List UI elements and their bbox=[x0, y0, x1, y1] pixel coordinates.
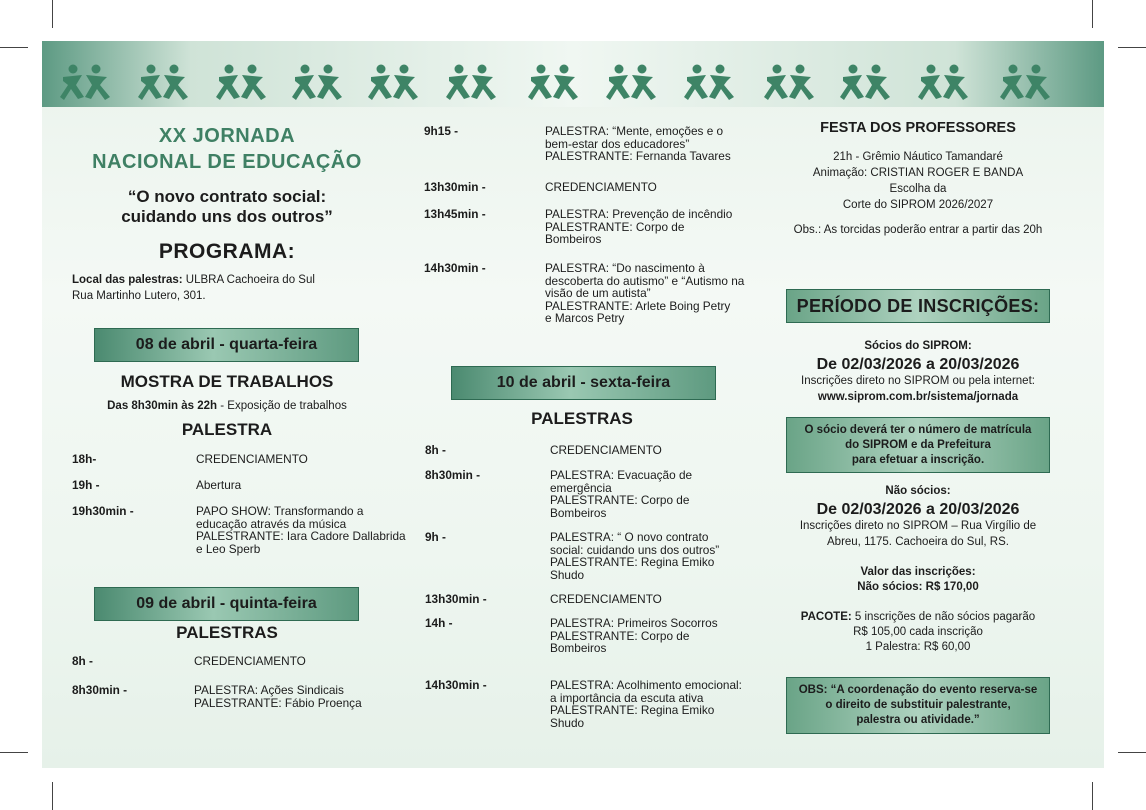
schedule-line: PALESTRA: Acolhimento emocional: bbox=[550, 678, 742, 692]
schedule-time: 8h - bbox=[72, 654, 93, 668]
event-title-line2: NACIONAL DE EDUCAÇÃO bbox=[92, 151, 362, 173]
schedule-time: 13h45min - bbox=[424, 207, 486, 221]
schedule-description bbox=[545, 181, 755, 194]
schedule-line: PALESTRANTE: Fábio Proença bbox=[194, 695, 362, 710]
day2-subheading: PALESTRAS bbox=[176, 623, 278, 642]
day1-subheading: PALESTRA bbox=[181, 420, 273, 439]
schedule-line: CREDENCIAMENTO bbox=[550, 443, 662, 457]
schedule-line: Shudo bbox=[550, 567, 585, 582]
event-title bbox=[42, 123, 412, 175]
teachers-party bbox=[752, 121, 1084, 238]
schedule-line: descoberta do autismo” e “Autismo na bbox=[545, 273, 745, 288]
obs-box bbox=[786, 677, 1050, 734]
schedule-line: PALESTRA: Primeiros Socorros bbox=[550, 616, 718, 630]
location bbox=[72, 273, 392, 304]
schedule-line: PALESTRA: “Mente, emoções e o bbox=[545, 124, 724, 138]
schedule-line: PALESTRANTE: Iara Cadore Dallabrida bbox=[196, 529, 406, 543]
schedule-time: 13h30min - bbox=[424, 180, 486, 194]
package-line3: 1 Palestra: R$ 60,00 bbox=[865, 641, 971, 653]
members-note-line3: para efetuar a inscrição. bbox=[851, 454, 985, 466]
schedule-line: e Marcos Petry bbox=[545, 311, 625, 325]
left-column bbox=[42, 41, 412, 768]
location-label: Local das palestras: bbox=[72, 274, 183, 286]
schedule-description bbox=[550, 469, 755, 519]
schedule-time: 14h - bbox=[425, 616, 453, 630]
package-line1 bbox=[752, 610, 1084, 625]
schedule-line: PALESTRA: “ O novo contrato bbox=[550, 530, 709, 544]
schedule-line: bem-estar dos educadores” bbox=[545, 136, 690, 151]
obs-line3: palestra ou atividade.” bbox=[856, 714, 980, 726]
schedule-line: CREDENCIAMENTO bbox=[196, 452, 308, 466]
day-band-08-april: 08 de abril - quarta-feira bbox=[94, 328, 359, 362]
schedule-time: 14h30min - bbox=[424, 261, 486, 275]
schedule-line: a importância da escuta ativa bbox=[550, 690, 704, 705]
schedule-line: Shudo bbox=[550, 715, 585, 730]
crop-mark bbox=[0, 47, 28, 48]
day1-exhibition bbox=[42, 399, 412, 414]
party-line3: Escolha da bbox=[889, 183, 947, 195]
schedule-time: 9h - bbox=[425, 530, 446, 544]
event-title-line1: XX JORNADA bbox=[158, 125, 296, 147]
location-value: ULBRA Cachoeira do Sul bbox=[182, 274, 315, 286]
schedule-time: 8h30min - bbox=[425, 468, 481, 482]
schedule-description bbox=[194, 655, 404, 668]
crop-mark bbox=[1118, 47, 1146, 48]
crop-mark bbox=[0, 752, 28, 753]
members-note-line1: O sócio deverá ter o número de matrícula bbox=[804, 424, 1032, 436]
event-theme bbox=[42, 187, 412, 227]
schedule-line: e Leo Sperb bbox=[196, 541, 261, 556]
members-note-box bbox=[786, 417, 1050, 473]
schedule-time: 8h - bbox=[425, 443, 446, 457]
schedule-description bbox=[550, 531, 755, 581]
schedule-time: 9h15 - bbox=[424, 124, 459, 138]
schedule-description bbox=[550, 617, 755, 655]
schedule-description bbox=[550, 593, 755, 606]
schedule-time: 8h30min - bbox=[72, 683, 128, 697]
package-text: 5 inscrições de não sócios pagarão bbox=[851, 611, 1036, 623]
schedule-line: PALESTRA: Evacuação de bbox=[550, 468, 693, 482]
nonmembers-info2: Abreu, 1175. Cachoeira do Sul, RS. bbox=[827, 536, 1009, 548]
registration-heading: PERÍODO DE INSCRIÇÕES: bbox=[786, 289, 1050, 323]
schedule-description bbox=[545, 262, 755, 325]
day1-exhibition-text: - Exposição de trabalhos bbox=[217, 400, 347, 412]
event-theme-line1: “O novo contrato social: bbox=[127, 187, 327, 206]
schedule-time: 18h- bbox=[72, 452, 97, 466]
schedule-line: Bombeiros bbox=[545, 232, 602, 246]
members-label: Sócios do SIPROM: bbox=[864, 340, 972, 352]
schedule-line: PALESTRA: Prevenção de incêndio bbox=[545, 207, 733, 221]
nonmembers-label: Não sócios: bbox=[885, 485, 951, 497]
obs-line2: o direito de substituir palestrante, bbox=[825, 699, 1011, 711]
schedule-line: PALESTRANTE: Regina Emiko bbox=[550, 703, 715, 717]
schedule-line: Abertura bbox=[196, 478, 242, 492]
schedule-line: CREDENCIAMENTO bbox=[545, 180, 657, 194]
crop-mark bbox=[52, 0, 53, 28]
members-note-line2: do SIPROM e da Prefeitura bbox=[845, 439, 991, 451]
schedule-description bbox=[545, 125, 755, 163]
schedule-description bbox=[196, 453, 406, 466]
party-line1: 21h - Grêmio Náutico Tamandaré bbox=[833, 151, 1003, 163]
party-line4: Corte do SIPROM 2026/2027 bbox=[842, 199, 994, 211]
schedule-description bbox=[194, 684, 404, 709]
schedule-line: PALESTRANTE: Corpo de bbox=[545, 219, 685, 234]
obs-line1: OBS: “A coordenação do evento reserva-se bbox=[798, 684, 1038, 696]
fee-nonmembers: Não sócios: R$ 170,00 bbox=[857, 581, 979, 593]
schedule-line: PALESTRANTE: Corpo de bbox=[550, 493, 690, 507]
right-column bbox=[752, 41, 1104, 768]
nonmembers-registration bbox=[752, 484, 1084, 655]
schedule-line: PALESTRANTE: Regina Emiko bbox=[550, 555, 715, 569]
schedule-line: visão de um autista” bbox=[545, 286, 651, 300]
schedule-line: Bombeiros bbox=[550, 641, 607, 655]
day-band-10-april: 10 de abril - sexta-feira bbox=[451, 366, 716, 400]
package-line2: R$ 105,00 cada inscrição bbox=[853, 626, 983, 638]
schedule-line: PALESTRA: Ações Sindicais bbox=[194, 683, 344, 697]
schedule-line: PALESTRANTE: Arlete Boing Petry bbox=[545, 298, 731, 313]
event-theme-line2: cuidando uns dos outros” bbox=[121, 207, 333, 226]
day1-heading: MOSTRA DE TRABALHOS bbox=[120, 372, 334, 391]
brochure-sheet bbox=[42, 41, 1104, 768]
schedule-description bbox=[196, 479, 406, 492]
schedule-line: PALESTRA: “Do nascimento à bbox=[545, 261, 705, 275]
schedule-description bbox=[550, 679, 755, 729]
members-url: www.siprom.com.br/sistema/jornada bbox=[817, 391, 1019, 403]
fee-label: Valor das inscrições: bbox=[860, 566, 976, 578]
nonmembers-info1: Inscrições direto no SIPROM – Rua Virgílio de bbox=[799, 520, 1037, 532]
schedule-time: 19h30min - bbox=[72, 504, 134, 518]
crop-mark bbox=[1092, 782, 1093, 810]
crop-mark bbox=[1118, 752, 1146, 753]
location-address: Rua Martinho Lutero, 301. bbox=[72, 290, 206, 302]
nonmembers-period: De 02/03/2026 a 20/03/2026 bbox=[816, 501, 1020, 518]
schedule-line: PALESTRANTE: Corpo de bbox=[550, 628, 690, 643]
members-period: De 02/03/2026 a 20/03/2026 bbox=[816, 356, 1020, 373]
schedule-line: PAPO SHOW: Transformando a bbox=[196, 504, 364, 518]
members-registration bbox=[752, 339, 1084, 405]
party-line2: Animação: CRISTIAN ROGER E BANDA bbox=[812, 167, 1024, 179]
program-heading: PROGRAMA: bbox=[158, 240, 296, 263]
day-band-09-april: 09 de abril - quinta-feira bbox=[94, 587, 359, 621]
schedule-time: 13h30min - bbox=[425, 592, 487, 606]
schedule-line: PALESTRANTE: Fernanda Tavares bbox=[545, 149, 731, 163]
schedule-time: 19h - bbox=[72, 478, 100, 492]
day1-exhibition-time: Das 8h30min às 22h bbox=[107, 400, 218, 412]
package-label: PACOTE: bbox=[800, 611, 852, 623]
schedule-line: social: cuidando uns dos outros” bbox=[550, 542, 720, 557]
middle-column bbox=[412, 41, 752, 768]
schedule-time: 14h30min - bbox=[425, 678, 487, 692]
schedule-line: CREDENCIAMENTO bbox=[550, 592, 662, 606]
crop-mark bbox=[1092, 0, 1093, 28]
schedule-line: Bombeiros bbox=[550, 505, 607, 520]
schedule-description bbox=[196, 505, 406, 555]
schedule-line: CREDENCIAMENTO bbox=[194, 654, 306, 668]
day3-subheading: PALESTRAS bbox=[531, 409, 633, 428]
schedule-line: emergência bbox=[550, 480, 612, 495]
party-note: Obs.: As torcidas poderão entrar a partir das 20h bbox=[793, 224, 1043, 236]
schedule-description bbox=[550, 444, 755, 457]
members-info: Inscrições direto no SIPROM ou pela internet: bbox=[801, 375, 1035, 387]
schedule-description bbox=[545, 208, 755, 246]
crop-mark bbox=[52, 782, 53, 810]
schedule-line: educação através da música bbox=[196, 516, 347, 531]
party-heading: FESTA DOS PROFESSORES bbox=[820, 120, 1016, 136]
